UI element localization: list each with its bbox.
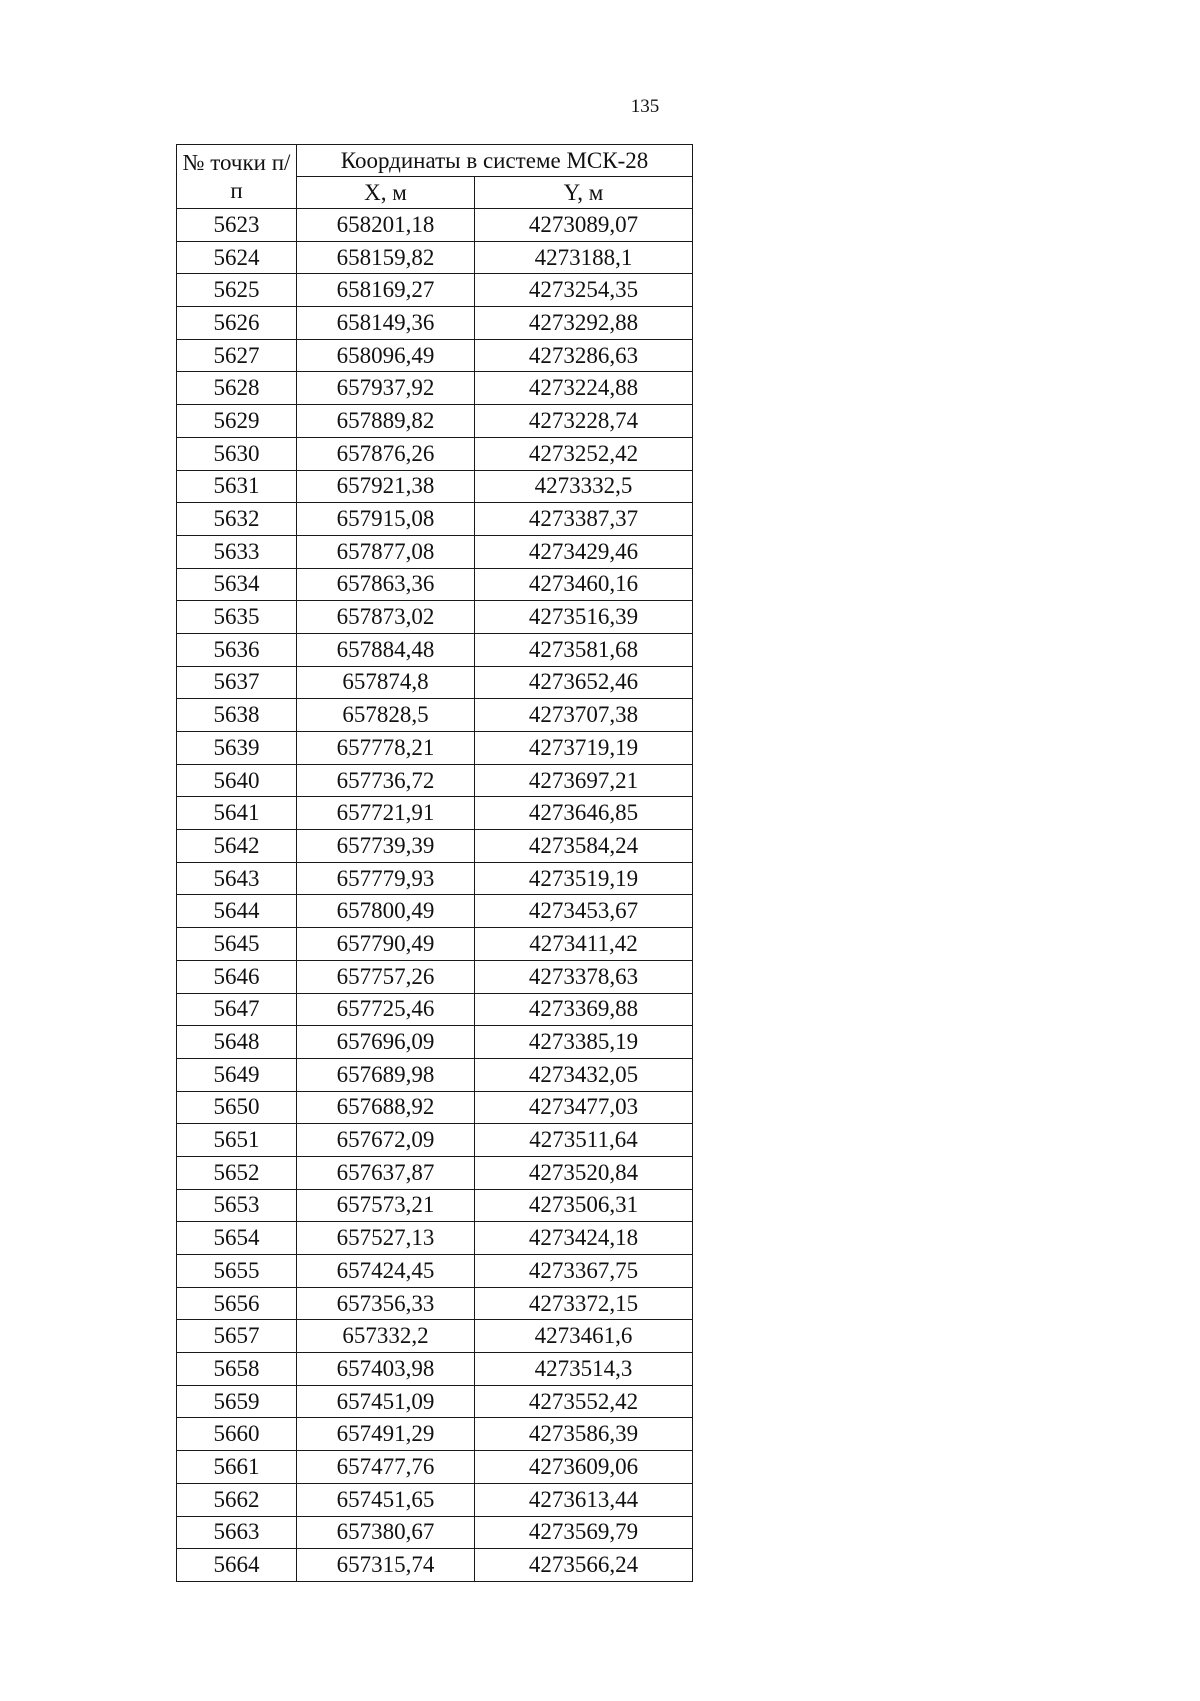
y-coordinate-cell: 4273586,39 — [475, 1418, 693, 1451]
x-coordinate-cell: 657380,67 — [297, 1516, 475, 1549]
x-coordinate-cell: 657874,8 — [297, 666, 475, 699]
x-coordinate-cell: 657491,29 — [297, 1418, 475, 1451]
point-number-cell: 5656 — [177, 1287, 297, 1320]
x-coordinate-cell: 657725,46 — [297, 993, 475, 1026]
x-coordinate-cell: 657876,26 — [297, 437, 475, 470]
y-coordinate-cell: 4273089,07 — [475, 209, 693, 242]
point-number-cell: 5658 — [177, 1353, 297, 1386]
x-coordinate-cell: 657779,93 — [297, 862, 475, 895]
point-number-cell: 5630 — [177, 437, 297, 470]
table-row — [177, 895, 693, 928]
table-row — [177, 666, 693, 699]
table-body — [177, 209, 693, 1582]
y-coordinate-cell: 4273514,3 — [475, 1353, 693, 1386]
x-coordinate-cell: 657689,98 — [297, 1058, 475, 1091]
y-coordinate-cell: 4273646,85 — [475, 797, 693, 830]
y-coordinate-cell: 4273424,18 — [475, 1222, 693, 1255]
table-row — [177, 437, 693, 470]
table-row — [177, 1516, 693, 1549]
table-row — [177, 1483, 693, 1516]
table-row — [177, 960, 693, 993]
x-column-header: X, м — [297, 177, 475, 209]
y-coordinate-cell: 4273719,19 — [475, 732, 693, 765]
point-number-cell: 5635 — [177, 601, 297, 634]
point-number-cell: 5644 — [177, 895, 297, 928]
point-number-cell: 5636 — [177, 633, 297, 666]
point-number-cell: 5643 — [177, 862, 297, 895]
point-number-cell: 5661 — [177, 1451, 297, 1484]
x-coordinate-cell: 657721,91 — [297, 797, 475, 830]
y-coordinate-cell: 4273697,21 — [475, 764, 693, 797]
x-coordinate-cell: 657790,49 — [297, 928, 475, 961]
table-row — [177, 339, 693, 372]
point-number-cell: 5664 — [177, 1549, 297, 1582]
y-coordinate-cell: 4273566,24 — [475, 1549, 693, 1582]
point-number-cell: 5629 — [177, 405, 297, 438]
y-coordinate-cell: 4273411,42 — [475, 928, 693, 961]
table-row — [177, 1385, 693, 1418]
point-number-cell: 5633 — [177, 535, 297, 568]
y-coordinate-cell: 4273511,64 — [475, 1124, 693, 1157]
table-row — [177, 470, 693, 503]
x-coordinate-cell: 657451,65 — [297, 1483, 475, 1516]
table-header — [177, 145, 693, 209]
point-number-cell: 5640 — [177, 764, 297, 797]
x-coordinate-cell: 657800,49 — [297, 895, 475, 928]
table-row — [177, 1320, 693, 1353]
table-row — [177, 862, 693, 895]
point-number-cell: 5642 — [177, 830, 297, 863]
point-number-cell: 5624 — [177, 241, 297, 274]
x-coordinate-cell: 657873,02 — [297, 601, 475, 634]
x-coordinate-cell: 657884,48 — [297, 633, 475, 666]
coordinates-table — [176, 144, 693, 1582]
y-coordinate-cell: 4273506,31 — [475, 1189, 693, 1222]
x-coordinate-cell: 657637,87 — [297, 1156, 475, 1189]
y-coordinate-cell: 4273613,44 — [475, 1483, 693, 1516]
table-row — [177, 372, 693, 405]
table-row — [177, 1026, 693, 1059]
x-coordinate-cell: 657757,26 — [297, 960, 475, 993]
x-coordinate-cell: 658201,18 — [297, 209, 475, 242]
point-number-cell: 5639 — [177, 732, 297, 765]
point-number-cell: 5646 — [177, 960, 297, 993]
point-number-header: № точки п/п — [177, 145, 297, 209]
point-number-cell: 5655 — [177, 1255, 297, 1288]
y-coordinate-cell: 4273516,39 — [475, 601, 693, 634]
table-row — [177, 1451, 693, 1484]
x-coordinate-cell: 657736,72 — [297, 764, 475, 797]
y-coordinate-cell: 4273429,46 — [475, 535, 693, 568]
y-coordinate-cell: 4273477,03 — [475, 1091, 693, 1124]
table-row — [177, 307, 693, 340]
y-coordinate-cell: 4273581,68 — [475, 633, 693, 666]
x-coordinate-cell: 657937,92 — [297, 372, 475, 405]
coordinates-group-header: Координаты в системе МСК-28 — [297, 145, 693, 177]
y-coordinate-cell: 4273188,1 — [475, 241, 693, 274]
y-coordinate-cell: 4273707,38 — [475, 699, 693, 732]
table-row — [177, 797, 693, 830]
table-row — [177, 993, 693, 1026]
table-row — [177, 1058, 693, 1091]
point-number-cell: 5657 — [177, 1320, 297, 1353]
y-coordinate-cell: 4273584,24 — [475, 830, 693, 863]
point-number-cell: 5660 — [177, 1418, 297, 1451]
table-row — [177, 764, 693, 797]
y-coordinate-cell: 4273378,63 — [475, 960, 693, 993]
y-coordinate-cell: 4273387,37 — [475, 503, 693, 536]
point-number-cell: 5645 — [177, 928, 297, 961]
table-row — [177, 568, 693, 601]
table-row — [177, 1124, 693, 1157]
table-row — [177, 1222, 693, 1255]
y-coordinate-cell: 4273652,46 — [475, 666, 693, 699]
y-coordinate-cell: 4273520,84 — [475, 1156, 693, 1189]
y-coordinate-cell: 4273292,88 — [475, 307, 693, 340]
point-number-cell: 5632 — [177, 503, 297, 536]
point-number-cell: 5659 — [177, 1385, 297, 1418]
x-coordinate-cell: 657739,39 — [297, 830, 475, 863]
point-number-cell: 5631 — [177, 470, 297, 503]
x-coordinate-cell: 658169,27 — [297, 274, 475, 307]
table-row — [177, 732, 693, 765]
point-number-cell: 5647 — [177, 993, 297, 1026]
point-number-cell: 5623 — [177, 209, 297, 242]
x-coordinate-cell: 657356,33 — [297, 1287, 475, 1320]
y-coordinate-cell: 4273372,15 — [475, 1287, 693, 1320]
x-coordinate-cell: 657424,45 — [297, 1255, 475, 1288]
x-coordinate-cell: 658149,36 — [297, 307, 475, 340]
x-coordinate-cell: 657403,98 — [297, 1353, 475, 1386]
point-number-cell: 5654 — [177, 1222, 297, 1255]
y-coordinate-cell: 4273369,88 — [475, 993, 693, 1026]
x-coordinate-cell: 657451,09 — [297, 1385, 475, 1418]
y-column-header: Y, м — [475, 177, 693, 209]
table-row — [177, 1287, 693, 1320]
x-coordinate-cell: 657877,08 — [297, 535, 475, 568]
table-row — [177, 241, 693, 274]
table-row — [177, 928, 693, 961]
x-coordinate-cell: 657863,36 — [297, 568, 475, 601]
table-row — [177, 209, 693, 242]
x-coordinate-cell: 657332,2 — [297, 1320, 475, 1353]
point-number-cell: 5626 — [177, 307, 297, 340]
point-number-cell: 5653 — [177, 1189, 297, 1222]
x-coordinate-cell: 657696,09 — [297, 1026, 475, 1059]
y-coordinate-cell: 4273519,19 — [475, 862, 693, 895]
x-coordinate-cell: 657915,08 — [297, 503, 475, 536]
y-coordinate-cell: 4273609,06 — [475, 1451, 693, 1484]
y-coordinate-cell: 4273367,75 — [475, 1255, 693, 1288]
table-row — [177, 274, 693, 307]
table-row — [177, 1091, 693, 1124]
table-row — [177, 503, 693, 536]
table-row — [177, 1255, 693, 1288]
y-coordinate-cell: 4273385,19 — [475, 1026, 693, 1059]
point-number-cell: 5628 — [177, 372, 297, 405]
point-number-cell: 5625 — [177, 274, 297, 307]
x-coordinate-cell: 658159,82 — [297, 241, 475, 274]
point-number-cell: 5641 — [177, 797, 297, 830]
point-number-cell: 5637 — [177, 666, 297, 699]
table-row — [177, 405, 693, 438]
y-coordinate-cell: 4273224,88 — [475, 372, 693, 405]
x-coordinate-cell: 657828,5 — [297, 699, 475, 732]
point-number-cell: 5649 — [177, 1058, 297, 1091]
table-row — [177, 1353, 693, 1386]
y-coordinate-cell: 4273286,63 — [475, 339, 693, 372]
point-number-cell: 5634 — [177, 568, 297, 601]
table-row — [177, 1156, 693, 1189]
x-coordinate-cell: 657672,09 — [297, 1124, 475, 1157]
table-row — [177, 1418, 693, 1451]
table-row — [177, 699, 693, 732]
point-number-cell: 5650 — [177, 1091, 297, 1124]
table-row — [177, 1189, 693, 1222]
x-coordinate-cell: 657315,74 — [297, 1549, 475, 1582]
y-coordinate-cell: 4273460,16 — [475, 568, 693, 601]
y-coordinate-cell: 4273252,42 — [475, 437, 693, 470]
y-coordinate-cell: 4273461,6 — [475, 1320, 693, 1353]
point-number-cell: 5652 — [177, 1156, 297, 1189]
x-coordinate-cell: 658096,49 — [297, 339, 475, 372]
x-coordinate-cell: 657573,21 — [297, 1189, 475, 1222]
table-row — [177, 1549, 693, 1582]
x-coordinate-cell: 657688,92 — [297, 1091, 475, 1124]
y-coordinate-cell: 4273569,79 — [475, 1516, 693, 1549]
point-number-cell: 5663 — [177, 1516, 297, 1549]
table-row — [177, 633, 693, 666]
point-number-cell: 5638 — [177, 699, 297, 732]
y-coordinate-cell: 4273228,74 — [475, 405, 693, 438]
page-number: 135 — [630, 96, 660, 117]
table-row — [177, 535, 693, 568]
table-row — [177, 830, 693, 863]
x-coordinate-cell: 657889,82 — [297, 405, 475, 438]
x-coordinate-cell: 657921,38 — [297, 470, 475, 503]
x-coordinate-cell: 657527,13 — [297, 1222, 475, 1255]
y-coordinate-cell: 4273254,35 — [475, 274, 693, 307]
y-coordinate-cell: 4273432,05 — [475, 1058, 693, 1091]
point-number-cell: 5648 — [177, 1026, 297, 1059]
y-coordinate-cell: 4273453,67 — [475, 895, 693, 928]
x-coordinate-cell: 657778,21 — [297, 732, 475, 765]
point-number-cell: 5662 — [177, 1483, 297, 1516]
point-number-cell: 5651 — [177, 1124, 297, 1157]
x-coordinate-cell: 657477,76 — [297, 1451, 475, 1484]
point-number-cell: 5627 — [177, 339, 297, 372]
table-row — [177, 601, 693, 634]
y-coordinate-cell: 4273552,42 — [475, 1385, 693, 1418]
y-coordinate-cell: 4273332,5 — [475, 470, 693, 503]
